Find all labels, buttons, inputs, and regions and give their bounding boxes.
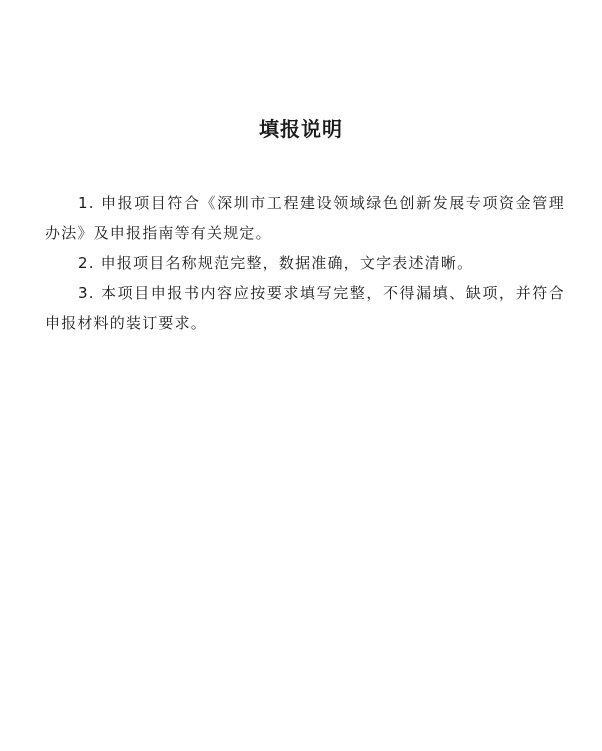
instruction-item-2: 2. 申报项目名称规范完整，数据准确，文字表述清晰。 — [78, 254, 474, 272]
document-title: 填报说明 — [259, 117, 343, 141]
instruction-item-3: 3. 本项目申报书内容应按要求填写完整，不得漏填、缺项，并符合申报材料的装订要求。 — [45, 284, 565, 332]
instruction-item-1: 1. 申报项目符合《深圳市工程建设领域绿色创新发展专项资金管理办法》及申报指南等有关规定。 — [45, 194, 565, 242]
instructions-list — [45, 188, 565, 338]
